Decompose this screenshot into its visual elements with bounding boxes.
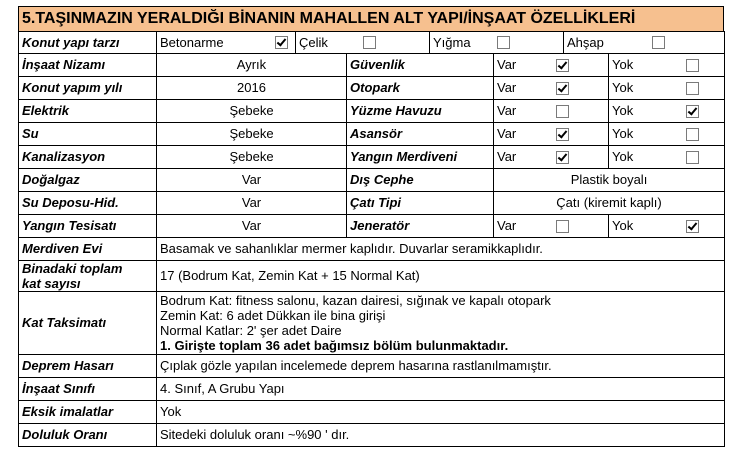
right-value: Plastik boyalı	[494, 169, 725, 192]
checkbox-icon[interactable]	[556, 128, 569, 141]
table-row	[19, 401, 725, 424]
kat-taksimati-label: Kat Taksimatı	[19, 292, 157, 355]
checkbox-icon[interactable]	[556, 59, 569, 72]
var-cell[interactable]: Var	[494, 100, 609, 123]
left-value: Var	[157, 215, 347, 238]
table-row	[19, 192, 725, 215]
left-label: Konut yapım yılı	[19, 77, 157, 100]
left-label: Su	[19, 123, 157, 146]
doluluk-value: Sitedeki doluluk oranı ~%90 ' dır.	[157, 424, 725, 447]
right-label: Jeneratör	[347, 215, 494, 238]
right-label: Dış Cephe	[347, 169, 494, 192]
structure-option-yigma[interactable]: Yığma	[430, 32, 564, 53]
left-value: Şebeke	[157, 123, 347, 146]
right-label: Yangın Merdiveni	[347, 146, 494, 169]
merdiven-label: Merdiven Evi	[19, 238, 157, 261]
checkbox-icon[interactable]	[686, 82, 699, 95]
checkbox-icon[interactable]	[686, 105, 699, 118]
features-table	[18, 31, 725, 447]
eksik-label: Eksik imalatlar	[19, 401, 157, 424]
yok-cell[interactable]: Yok	[609, 54, 725, 77]
structure-label: Konut yapı tarzı	[19, 32, 157, 54]
kat-sayisi-label: Binadaki toplam kat sayısı	[19, 261, 157, 292]
checkbox-icon[interactable]	[652, 36, 665, 49]
var-cell[interactable]: Var	[494, 215, 609, 238]
checkbox-icon[interactable]	[686, 128, 699, 141]
table-row	[19, 54, 725, 77]
right-value: Çatı (kiremit kaplı)	[494, 192, 725, 215]
deprem-label: Deprem Hasarı	[19, 355, 157, 378]
structure-option-betonarme[interactable]: Betonarme	[157, 32, 296, 53]
right-label: Asansör	[347, 123, 494, 146]
left-label: Yangın Tesisatı	[19, 215, 157, 238]
var-cell[interactable]: Var	[494, 54, 609, 77]
checkbox-icon[interactable]	[556, 220, 569, 233]
table-row	[19, 123, 725, 146]
table-row	[19, 292, 725, 355]
checkbox-icon[interactable]	[556, 82, 569, 95]
table-row	[19, 77, 725, 100]
table-row	[19, 215, 725, 238]
checkbox-icon[interactable]	[686, 59, 699, 72]
yok-cell[interactable]: Yok	[609, 100, 725, 123]
checkbox-icon[interactable]	[363, 36, 376, 49]
insaat-sinifi-label: İnşaat Sınıfı	[19, 378, 157, 401]
table-row	[19, 238, 725, 261]
checkbox-icon[interactable]	[556, 151, 569, 164]
left-value: Şebeke	[157, 146, 347, 169]
var-cell[interactable]: Var	[494, 123, 609, 146]
table-row	[19, 424, 725, 447]
left-value: Şebeke	[157, 100, 347, 123]
structure-option-celik[interactable]: Çelik	[296, 32, 430, 53]
right-label: Yüzme Havuzu	[347, 100, 494, 123]
checkbox-icon[interactable]	[686, 220, 699, 233]
left-value: Var	[157, 192, 347, 215]
checkbox-icon[interactable]	[556, 105, 569, 118]
left-value: Var	[157, 169, 347, 192]
kat-taksimati-value: Bodrum Kat: fitness salonu, kazan dairesi, sığınak ve kapalı otopark Zemin Kat: 6 adet Dükkan ile bina girişi Normal Katlar: 2' şer adet Daire 1. Girişte toplam 36 adet bağımsız bölüm bulunmaktadır.	[157, 292, 725, 355]
table-row	[19, 100, 725, 123]
property-features-section	[18, 6, 724, 447]
table-row	[19, 261, 725, 292]
var-cell[interactable]: Var	[494, 77, 609, 100]
left-label: Elektrik	[19, 100, 157, 123]
left-value: 2016	[157, 77, 347, 100]
insaat-sinifi-value: 4. Sınıf, A Grubu Yapı	[157, 378, 725, 401]
left-value: Ayrık	[157, 54, 347, 77]
deprem-value: Çıplak gözle yapılan incelemede deprem hasarına rastlanılmamıştır.	[157, 355, 725, 378]
table-row	[19, 355, 725, 378]
left-label: İnşaat Nizamı	[19, 54, 157, 77]
right-label: Güvenlik	[347, 54, 494, 77]
doluluk-label: Doluluk Oranı	[19, 424, 157, 447]
section-title: 5.TAŞINMAZIN YERALDIĞI BİNANIN MAHALLEN ALT YAPI/İNŞAAT ÖZELLİKLERİ	[18, 6, 724, 31]
left-label: Su Deposu-Hid.	[19, 192, 157, 215]
yok-cell[interactable]: Yok	[609, 123, 725, 146]
right-label: Otopark	[347, 77, 494, 100]
checkbox-icon[interactable]	[497, 36, 510, 49]
yok-cell[interactable]: Yok	[609, 215, 725, 238]
table-row	[19, 169, 725, 192]
yok-cell[interactable]: Yok	[609, 77, 725, 100]
eksik-value: Yok	[157, 401, 725, 424]
structure-row	[19, 32, 725, 54]
table-row	[19, 146, 725, 169]
right-label: Çatı Tipi	[347, 192, 494, 215]
table-row	[19, 378, 725, 401]
yok-cell[interactable]: Yok	[609, 146, 725, 169]
checkbox-icon[interactable]	[686, 151, 699, 164]
structure-option-ahsap[interactable]: Ahşap	[564, 32, 724, 53]
left-label: Kanalizasyon	[19, 146, 157, 169]
checkbox-icon[interactable]	[275, 36, 288, 49]
merdiven-value: Basamak ve sahanlıklar mermer kaplıdır. Duvarlar seramikkaplıdır.	[157, 238, 725, 261]
left-label: Doğalgaz	[19, 169, 157, 192]
var-cell[interactable]: Var	[494, 146, 609, 169]
structure-options	[157, 32, 724, 53]
kat-sayisi-value: 17 (Bodrum Kat, Zemin Kat + 15 Normal Kat)	[157, 261, 725, 292]
